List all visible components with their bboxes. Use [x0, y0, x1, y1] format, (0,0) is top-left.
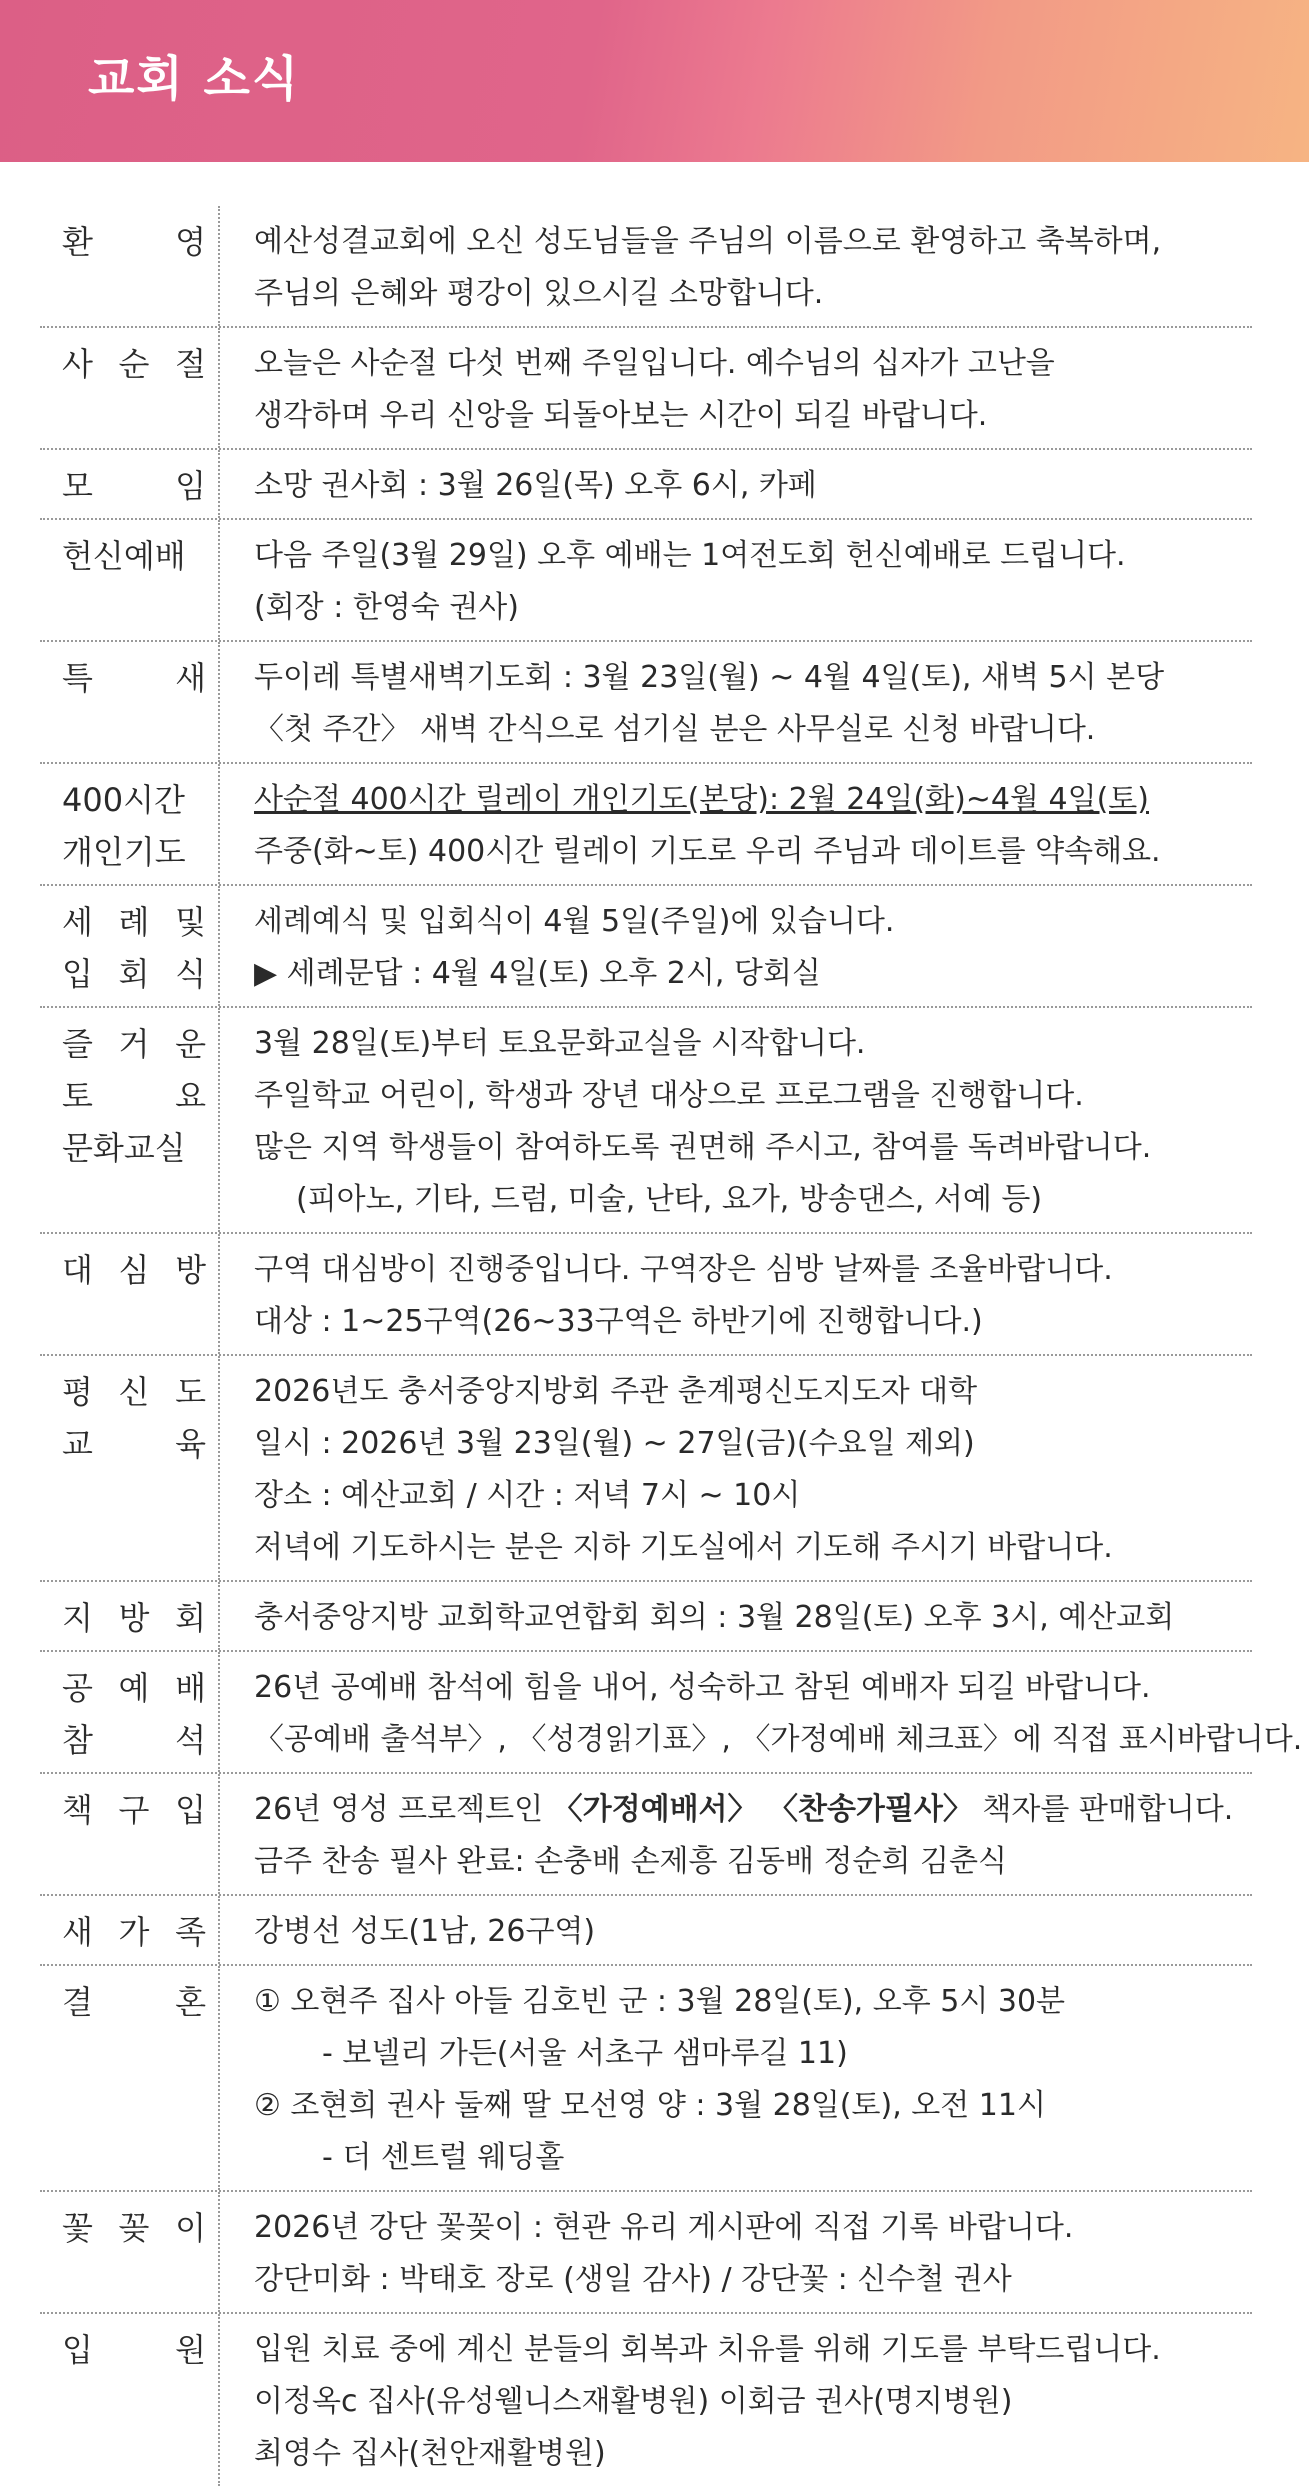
row-label: 세 례 및 입 회 식 — [40, 886, 220, 1006]
book-titles: 〈가정예배서〉 〈찬송가필사〉 — [552, 1792, 973, 1827]
news-row-lent — [40, 328, 1252, 450]
header-banner — [0, 0, 1309, 162]
row-label: 즐 거 운 토 요 문화교실 — [40, 1008, 220, 1232]
news-row-400-hour-prayer — [40, 764, 1252, 886]
row-label: 입 원 — [40, 2314, 220, 2486]
row-label: 대 심 방 — [40, 1234, 220, 1354]
row-content: 예산성결교회에 오신 성도님들을 주님의 이름으로 환영하고 축복하며, 주님의 은혜와 평강이 있으시길 소망합니다. — [254, 224, 1162, 311]
news-row-special-dawn-prayer — [40, 642, 1252, 764]
row-content: 입원 치료 중에 계신 분들의 회복과 치유를 위해 기도를 부탁드립니다. 이정옥c 집사(유성웰니스재활병원) 이회금 권사(명지병원) 최영수 집사(천안재활병원) — [254, 2332, 1161, 2471]
news-row-book-purchase — [40, 1774, 1252, 1896]
row-label: 새 가 족 — [40, 1896, 220, 1964]
page-title: 교회 소식 — [88, 51, 301, 107]
row-label: 지 방 회 — [40, 1582, 220, 1650]
row-content: 2026년 강단 꽃꽂이 : 현관 유리 게시판에 직접 기록 바랍니다. 강단미화 : 박태호 장로 (생일 감사) / 강단꽃 : 신수철 권사 — [254, 2210, 1074, 2297]
row-content: 소망 권사회 : 3월 26일(목) 오후 6시, 카페 — [254, 468, 817, 503]
news-row-wedding — [40, 1966, 1252, 2192]
news-row-visitation — [40, 1234, 1252, 1356]
news-row-hospitalized — [40, 2314, 1252, 2486]
row-content: 사순절 400시간 릴레이 개인기도(본당): 2월 24일(화)~4월 4일(토) 주중(화~토) 400시간 릴레이 기도로 우리 주님과 데이트를 약속해요. — [254, 782, 1161, 869]
row-content: 두이레 특별새벽기도회 : 3월 23일(월) ~ 4월 4일(토), 새벽 5시 본당 〈첫 주간〉 새벽 간식으로 섬기실 분은 사무실로 신청 바랍니다. — [254, 660, 1165, 747]
row-label: 환 영 — [40, 206, 220, 326]
row-content: 강병선 성도(1남, 26구역) — [254, 1914, 596, 1949]
row-content: 2026년도 충서중앙지방회 주관 춘계평신도지도자 대학 일시 : 2026년 3월 23일(월) ~ 27일(금)(수요일 제외) 장소 : 예산교회 / 시간 : 저녁 7시 ~ 10시 저녁에 기도하시는 분은 지하 기도실에서 기도해 주시기 바랍니다. — [254, 1374, 1113, 1565]
news-row-lay-education — [40, 1356, 1252, 1582]
row-label: 꽃 꽂 이 — [40, 2192, 220, 2312]
news-row-welcome — [40, 206, 1252, 328]
row-content: 26년 공예배 참석에 힘을 내어, 성숙하고 참된 예배자 되길 바랍니다. 〈공예배 출석부〉, 〈성경읽기표〉, 〈가정예배 체크표〉에 직접 표시바랍니다. — [254, 1670, 1303, 1757]
row-label: 특 새 — [40, 642, 220, 762]
row-content: 충서중앙지방 교회학교연합회 회의 : 3월 28일(토) 오후 3시, 예산교회 — [254, 1600, 1175, 1635]
news-row-district — [40, 1582, 1252, 1652]
row-label: 400시간 개인기도 — [40, 764, 220, 884]
row-label: 결 혼 — [40, 1966, 220, 2190]
row-label: 공 예 배 참 석 — [40, 1652, 220, 1772]
row-content: 3월 28일(토)부터 토요문화교실을 시작합니다. 주일학교 어린이, 학생과 장년 대상으로 프로그램을 진행합니다. 많은 지역 학생들이 참여하도록 권면해 주시고, 참여를 독려바랍니다. (피아노, 기타, 드럼, 미술, 난타, 요가, 방송댄스, 서예 등) — [254, 1026, 1152, 1217]
news-row-worship-attendance — [40, 1652, 1303, 1774]
row-label: 평 신 도 교 육 — [40, 1356, 220, 1580]
news-row-saturday-culture-class — [40, 1008, 1252, 1234]
news-row-flowers — [40, 2192, 1252, 2314]
row-content: 다음 주일(3월 29일) 오후 예배는 1여전도회 헌신예배로 드립니다. (회장 : 한영숙 권사) — [254, 538, 1126, 625]
row-content: 세례예식 및 입회식이 4월 5일(주일)에 있습니다. ▶ 세례문답 : 4월 4일(토) 오후 2시, 당회실 — [254, 904, 895, 991]
row-content: ① 오현주 집사 아들 김호빈 군 : 3월 28일(토), 오후 5시 30분 - 보넬리 가든(서울 서초구 샘마루길 11) ② 조현희 권사 둘째 딸 모선영 양 : 3월 28일(토), 오전 11시 - 더 센트럴 웨딩홀 — [254, 1984, 1066, 2175]
news-row-new-family — [40, 1896, 1252, 1966]
row-content: 오늘은 사순절 다섯 번째 주일입니다. 예수님의 십자가 고난을 생각하며 우리 신앙을 되돌아보는 시간이 되길 바랍니다. — [254, 346, 1055, 433]
row-label: 사 순 절 — [40, 328, 220, 448]
news-row-meeting — [40, 450, 1252, 520]
news-table — [40, 206, 1303, 2486]
row-content: 26년 영성 프로젝트인 〈가정예배서〉 〈찬송가필사〉 책자를 판매합니다. 금주 찬송 필사 완료: 손충배 손제흥 김동배 정순희 김춘식 — [254, 1792, 1234, 1879]
news-row-baptism — [40, 886, 1252, 1008]
news-row-dedication-service — [40, 520, 1252, 642]
row-content: 구역 대심방이 진행중입니다. 구역장은 심방 날짜를 조율바랍니다. 대상 : 1~25구역(26~33구역은 하반기에 진행합니다.) — [254, 1252, 1113, 1339]
row-label: 모 임 — [40, 450, 220, 518]
row-label: 책 구 입 — [40, 1774, 220, 1894]
row-label: 헌신예배 — [40, 520, 220, 640]
